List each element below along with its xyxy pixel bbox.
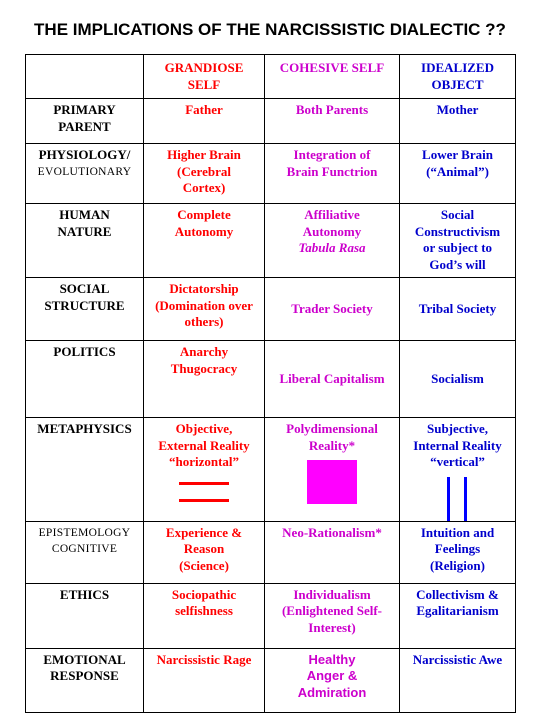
cell-line: (Domination over [155,297,253,313]
cell-grandiose [144,341,265,418]
cell-idealized [400,648,516,712]
cell-line: Autonomy [302,223,362,239]
cell-line: Social [440,207,475,222]
cell-cohesive [265,204,400,278]
cell-line: Interest) [308,619,356,635]
table-row-human-nature [26,204,516,278]
cell-line: Internal Reality [413,437,502,453]
cell-line: (Religion) [430,557,485,573]
cell-line: (Cerebral [177,163,231,179]
square-symbol [307,460,357,504]
horizontal-lines-symbol [179,479,229,509]
cell-line: Tabula Rasa [298,240,366,255]
header-line: COHESIVE SELF [279,60,385,75]
cell-line: Admiration [297,684,367,700]
cell-line: Higher Brain [167,147,241,162]
cell-line: Objective, [175,421,233,436]
cell-line: Mother [436,102,479,117]
cell-line: Narcissistic Awe [412,651,503,667]
label-line: RESPONSE [50,668,119,683]
cell-line: Experience & [165,524,243,540]
cell-line: Integration of [293,147,371,162]
label-line: ETHICS [59,586,110,602]
cell-line: others) [184,314,224,329]
table-row-politics [26,341,516,418]
cell-line: Liberal Capitalism [279,370,385,386]
label-line: COGNITIVE [51,543,118,555]
table-row-epistemology [26,521,516,583]
cell-line: “horizontal” [168,454,240,469]
cell-line: Egalitarianism [416,603,499,618]
cell-idealized [400,144,516,204]
row-label [26,341,144,418]
header-line: OBJECT [431,76,484,92]
row-label [26,99,144,144]
cell-cohesive [265,99,400,144]
cell-idealized [400,204,516,278]
cell-idealized [400,341,516,418]
cell-grandiose [144,583,265,648]
vertical-line [447,477,450,521]
row-label [26,144,144,204]
horizontal-line [179,499,229,502]
label-line: STRUCTURE [44,297,125,313]
page-title: THE IMPLICATIONS OF THE NARCISSISTIC DIALECTIC ?? [34,20,506,39]
table-row-primary-parent [26,99,516,144]
cell-grandiose [144,144,265,204]
header-grandiose-self [144,55,265,99]
cell-line: Both Parents [295,102,369,117]
label-line: EMOTIONAL [43,651,126,667]
cell-line: Thugocracy [170,360,238,376]
row-label [26,204,144,278]
cell-line: Intuition and [420,524,495,540]
cell-line: Polydimensional [286,421,378,436]
cell-idealized [400,99,516,144]
cell-line: Affiliative [304,207,360,222]
cell-cohesive [265,648,400,712]
cell-line: Feelings [434,541,481,556]
cell-line: Dictatorship [169,281,239,296]
cell-idealized [400,521,516,583]
row-label [26,521,144,583]
cell-line: (Enlightened Self- [281,603,383,618]
cell-line: Socialism [431,370,484,386]
cell-line: Collectivism & [416,586,499,602]
header-line: SELF [187,76,221,92]
label-line: NATURE [57,223,112,239]
cell-cohesive [265,278,400,341]
cell-line: Neo-Rationalism* [282,524,382,540]
vertical-line [464,477,467,521]
cell-line: Reality* [308,437,356,453]
label-line: PHYSIOLOGY/ [38,147,131,162]
row-label [26,648,144,712]
header-line: IDEALIZED [421,60,494,75]
cell-line: Cortex) [182,180,226,195]
cell-grandiose [144,204,265,278]
label-line: EVOLUTIONARY [37,165,132,178]
header-line: GRANDIOSE [164,60,244,75]
table-row-metaphysics [26,418,516,522]
cell-cohesive [265,521,400,583]
cell-cohesive [265,418,400,522]
cell-line: Anger & [306,668,358,683]
cell-line: God’s will [429,256,486,272]
cell-line: Anarchy [179,344,229,359]
label-line: EPISTEMOLOGY [38,526,131,539]
cell-line: (“Animal”) [426,163,489,179]
cell-line: selfishness [175,603,233,618]
cell-line: Tribal Society [418,300,497,316]
cell-line: Complete [177,207,231,222]
dialectic-table [25,54,516,713]
table-row-emotional-response [26,648,516,712]
label-line: HUMAN [59,207,110,222]
cell-line: or subject to [422,240,493,255]
cell-line: Narcissistic Rage [156,651,252,667]
table-row-physiology [26,144,516,204]
cell-line: Constructivism [414,223,501,239]
label-line: SOCIAL [59,281,110,296]
cell-line: Trader Society [291,300,373,316]
cell-line: Subjective, [426,421,489,436]
cell-grandiose [144,278,265,341]
horizontal-line [179,482,229,485]
cell-grandiose [144,521,265,583]
header-row [26,55,516,99]
header-cohesive-self [265,55,400,99]
cell-grandiose [144,418,265,522]
label-line: PRIMARY [53,102,116,117]
cell-line: Autonomy [174,223,234,239]
cell-line: Brain Functrion [286,163,378,179]
cell-line: Lower Brain [422,147,493,162]
cell-line: “vertical” [430,454,485,469]
cell-grandiose [144,99,265,144]
table-row-ethics [26,583,516,648]
corner-cell [26,55,144,99]
row-label [26,418,144,522]
cell-idealized [400,583,516,648]
cell-line: Individualism [293,586,371,602]
table-row-social-structure [26,278,516,341]
vertical-lines-symbol [447,477,469,521]
label-line: POLITICS [53,344,116,359]
row-label [26,278,144,341]
cell-line: Sociopathic [171,586,237,602]
cell-line: External Reality [158,437,250,453]
cell-cohesive [265,341,400,418]
cell-cohesive [265,583,400,648]
cell-idealized [400,418,516,522]
cell-line: Healthy [308,651,356,667]
cell-cohesive [265,144,400,204]
cell-line: (Science) [179,557,229,573]
row-label [26,583,144,648]
label-line: PARENT [58,118,111,134]
cell-line: Reason [183,541,225,556]
header-idealized-object [400,55,516,99]
cell-line: Father [185,102,223,117]
cell-grandiose [144,648,265,712]
label-line: METAPHYSICS [37,421,132,436]
cell-idealized [400,278,516,341]
